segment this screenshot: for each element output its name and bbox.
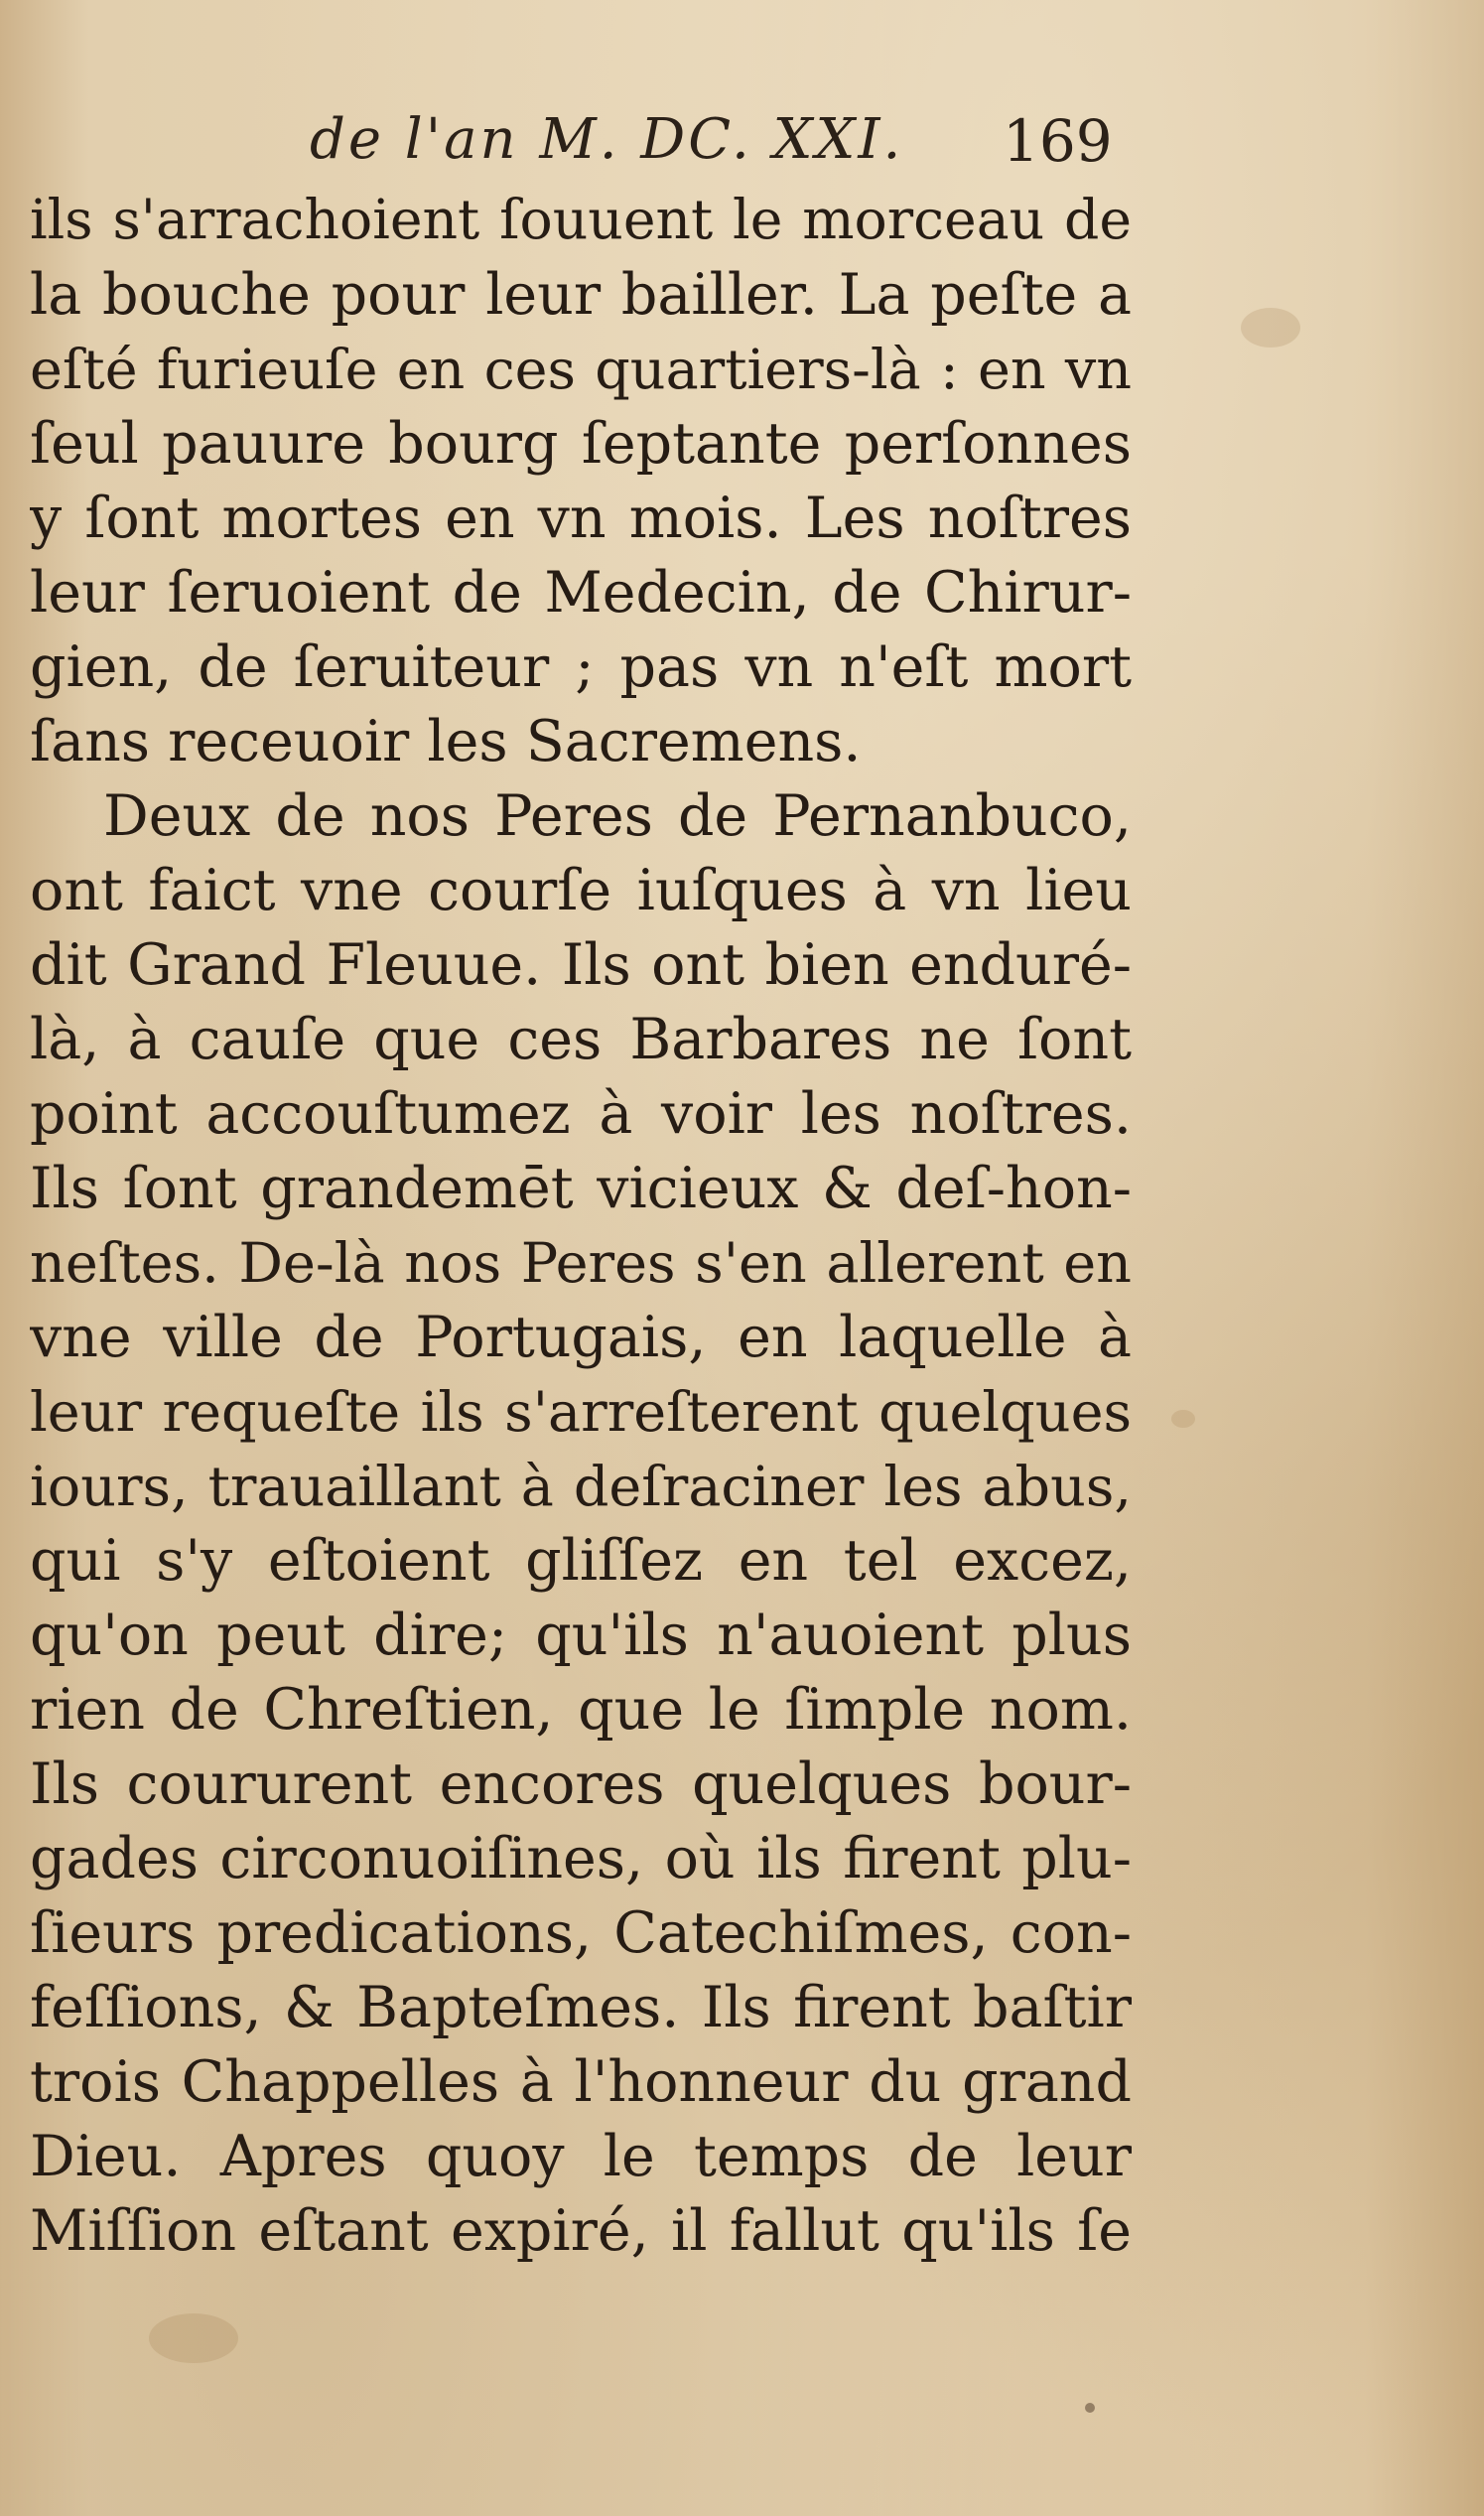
text-line: la bouche pour leur bailler. La peſte a — [30, 262, 1132, 328]
ink-speck — [1085, 2403, 1095, 2413]
text-line: leur requeſte ils s'arreſterent quelques — [30, 1380, 1132, 1445]
text-line: y ſont mortes en vn mois. Les noſtres — [30, 486, 1132, 551]
text-line: Ils coururent encores quelques bour- — [30, 1751, 1132, 1817]
running-title: de l'an M. DC. XXI. — [310, 107, 904, 172]
text-line: neſtes. De-là nos Peres s'en allerent en — [30, 1231, 1132, 1296]
paragraph-start-line: Deux de nos Peres de Pernanbuco, — [103, 783, 1132, 849]
body-text — [30, 184, 1132, 2269]
text-line: feſſions, & Bapteſmes. Ils firent baſtir — [30, 1975, 1132, 2040]
text-line: Dieu. Apres quoy le temps de leur — [30, 2124, 1132, 2189]
paper-stain — [149, 2313, 238, 2363]
text-line: point accouſtumez à voir les noſtres. — [30, 1081, 1132, 1147]
text-line: leur ſeruoient de Medecin, de Chirur- — [30, 560, 1132, 626]
text-line: trois Chappelles à l'honneur du grand — [30, 2049, 1132, 2115]
text-line: qui s'y eſtoient gliſſez en tel excez, — [30, 1528, 1132, 1594]
running-head — [0, 107, 1484, 177]
paper-stain — [1171, 1410, 1195, 1428]
text-line: Miſſion eſtant expiré, il fallut qu'ils ſe — [30, 2198, 1132, 2264]
text-line: ſeul pauure bourg ſeptante perſonnes — [30, 411, 1132, 477]
text-line: eſté furieuſe en ces quartiers-là : en vn — [30, 338, 1132, 402]
text-line: iours, trauaillant à deſraciner les abus, — [30, 1455, 1132, 1519]
text-line: dit Grand Fleuue. Ils ont bien enduré- — [30, 932, 1132, 998]
text-line: vne ville de Portugais, en laquelle à — [30, 1305, 1132, 1370]
paper-stain — [1241, 308, 1300, 348]
paragraph-end-line: ſans receuoir les Sacremens. — [30, 709, 862, 774]
page-number: 169 — [1003, 107, 1113, 175]
text-line: ont faict vne courſe iuſques à vn lieu — [30, 858, 1132, 923]
text-line: gien, de ſeruiteur ; pas vn n'eſt mort — [30, 634, 1132, 700]
text-line: ſieurs predications, Catechiſmes, con- — [30, 1900, 1132, 1966]
text-line: qu'on peut dire; qu'ils n'auoient plus — [30, 1603, 1132, 1668]
text-line: Ils ſont grandemēt vicieux & deſ-hon- — [30, 1156, 1132, 1221]
text-line: rien de Chreſtien, que le ſimple nom. — [30, 1677, 1132, 1743]
text-line: gades circonuoiſines, où ils firent plu- — [30, 1826, 1132, 1891]
text-line: ils s'arrachoient ſouuent le morceau de — [30, 189, 1132, 252]
text-line: là, à cauſe que ces Barbares ne ſont — [30, 1007, 1132, 1072]
